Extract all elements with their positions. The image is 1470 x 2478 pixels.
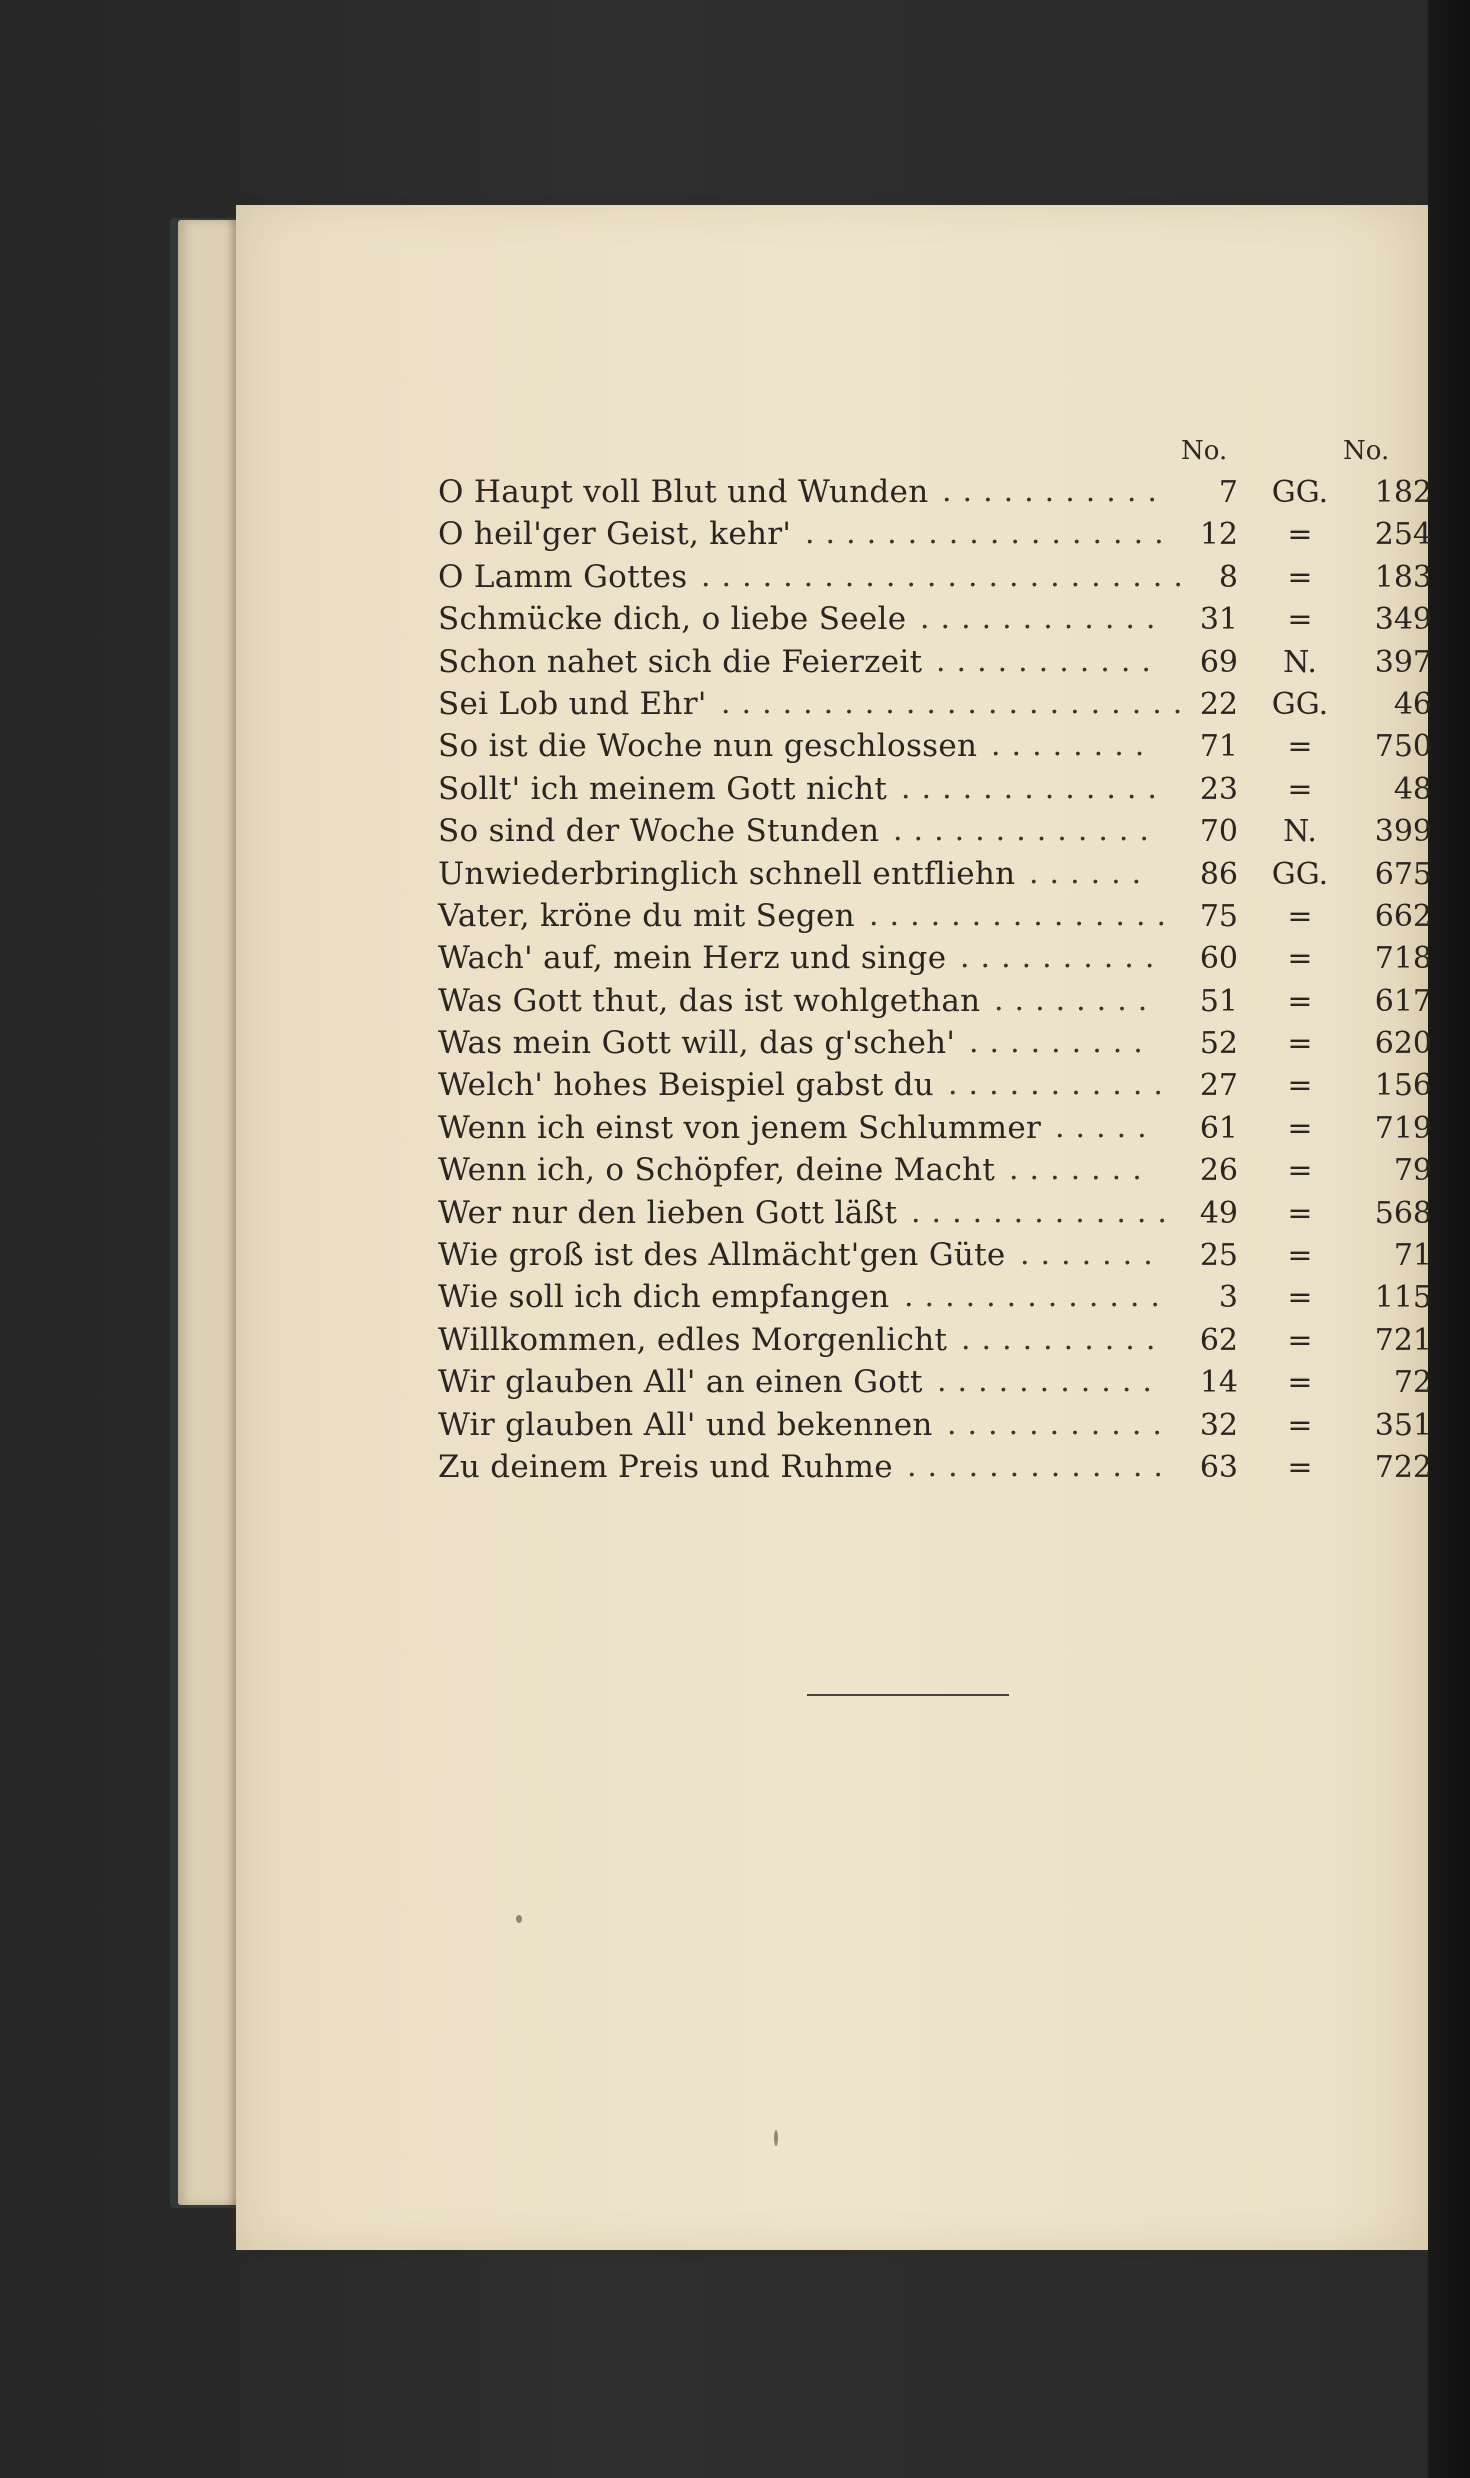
hymn-number: 27: [1199, 1068, 1238, 1104]
source-hymn-number: 79: [1393, 1153, 1432, 1189]
toc-entry: [438, 1025, 1432, 1067]
leader-dots: ............: [920, 601, 1167, 637]
source-hymn-number: 349: [1374, 602, 1432, 638]
hymn-number: 12: [1199, 517, 1238, 553]
leader-dots: ..........: [960, 940, 1166, 976]
toc-entry: [438, 897, 1432, 940]
source-abbreviation: GG.: [1271, 686, 1329, 722]
source-abbreviation: =: [1287, 1322, 1313, 1358]
hymn-number: 62: [1199, 1322, 1238, 1358]
source-abbreviation: =: [1287, 1238, 1313, 1274]
source-abbreviation: =: [1287, 898, 1313, 934]
toc-entry: [438, 855, 1432, 898]
source-abbreviation: =: [1287, 559, 1313, 595]
source-abbreviation: N.: [1283, 644, 1317, 680]
source-hymn-number: 721: [1374, 1322, 1432, 1358]
source-abbreviation: GG.: [1271, 475, 1329, 510]
leader-dots: ........: [994, 982, 1159, 1018]
toc-entry: [438, 1448, 1432, 1491]
source-abbreviation: =: [1287, 1026, 1313, 1062]
leader-dots: ...............: [869, 897, 1178, 933]
leader-dots: ...........: [948, 1067, 1174, 1103]
leader-dots: .............: [907, 1448, 1174, 1484]
table-of-contents: [438, 436, 1432, 1491]
toc-entry: [438, 770, 1432, 813]
hymn-title: Wir glauben All' an einen Gott: [438, 1364, 923, 1401]
hymn-number: 25: [1199, 1238, 1238, 1274]
leader-dots: ...........: [947, 1406, 1173, 1442]
leader-dots: .............: [893, 813, 1160, 849]
toc-entry: [438, 1364, 1432, 1406]
source-abbreviation: GG.: [1271, 856, 1329, 892]
source-hymn-number: 254: [1374, 517, 1432, 553]
source-abbreviation: =: [1287, 1365, 1313, 1401]
leader-dots: .......: [1009, 1152, 1153, 1188]
leader-dots: .............: [911, 1194, 1178, 1230]
source-hymn-number: 719: [1374, 1110, 1432, 1146]
hymn-title: Willkommen, edles Morgenlicht: [438, 1321, 948, 1358]
leader-dots: .............: [904, 1279, 1171, 1315]
source-abbreviation: =: [1287, 771, 1313, 807]
toc-entry: [438, 1279, 1432, 1321]
hymn-title: Sei Lob und Ehr': [438, 685, 707, 722]
hymn-number: 14: [1199, 1365, 1238, 1401]
leader-dots: ...........: [937, 1364, 1163, 1400]
toc-entry: [438, 940, 1432, 982]
toc-entry: [438, 728, 1432, 770]
toc-header: [438, 436, 1398, 474]
hymn-title: Wenn ich einst von jenem Schlummer: [438, 1109, 1042, 1146]
leader-dots: ........: [991, 728, 1156, 764]
toc-entry: [438, 1067, 1432, 1109]
source-hymn-number: 182: [1374, 475, 1432, 510]
hymn-number: 71: [1199, 729, 1238, 765]
source-abbreviation: =: [1287, 602, 1313, 638]
source-hymn-number: 115: [1374, 1280, 1432, 1316]
source-hymn-number: 675: [1374, 856, 1432, 892]
source-abbreviation: =: [1287, 1195, 1313, 1231]
source-hymn-number: 72: [1393, 1365, 1432, 1401]
source-hymn-number: 183: [1374, 559, 1432, 595]
hymn-title: Was mein Gott will, das g'scheh': [438, 1025, 956, 1062]
hymn-title: Sollt' ich meinem Gott nicht: [438, 770, 888, 807]
hymn-number: 26: [1199, 1153, 1238, 1189]
leader-dots: ...........: [936, 643, 1162, 679]
hymn-number: 23: [1199, 771, 1238, 807]
toc-entry: [438, 516, 1432, 558]
hymn-number: 60: [1199, 941, 1238, 977]
source-abbreviation: =: [1287, 1068, 1313, 1104]
leader-dots: ..........: [961, 1321, 1167, 1357]
leader-dots: .......: [1020, 1237, 1164, 1273]
leader-dots: .....: [1055, 1109, 1158, 1145]
hymn-number: 75: [1199, 898, 1238, 934]
source-abbreviation: =: [1287, 1449, 1313, 1485]
leader-dots: .......................: [721, 685, 1194, 721]
source-abbreviation: =: [1287, 941, 1313, 977]
hymn-title: Was Gott thut, das ist wohlgethan: [438, 982, 981, 1019]
toc-entry: [438, 813, 1432, 855]
hymn-title: Wach' auf, mein Herz und singe: [438, 940, 947, 977]
source-abbreviation: N.: [1283, 814, 1317, 850]
hymn-number: 63: [1199, 1449, 1238, 1485]
hymn-number: 69: [1199, 644, 1238, 680]
hymn-number: 49: [1199, 1195, 1238, 1231]
leader-dots: ..................: [805, 516, 1175, 552]
hymn-title: Vater, kröne du mit Segen: [438, 897, 855, 934]
hymn-title: O heil'ger Geist, kehr': [438, 516, 792, 553]
toc-entry: [438, 601, 1432, 643]
hymn-title: So sind der Woche Stunden: [438, 813, 880, 850]
paper-speck: [516, 1915, 522, 1923]
hymn-title: So ist die Woche nun geschlossen: [438, 728, 978, 765]
hymn-title: Wenn ich, o Schöpfer, deine Macht: [438, 1152, 996, 1189]
hymn-number: 61: [1199, 1110, 1238, 1146]
source-hymn-number: 71: [1393, 1238, 1432, 1274]
hymn-title: Schmücke dich, o liebe Seele: [438, 601, 907, 638]
leader-dots: .........: [969, 1025, 1154, 1061]
hymn-number: 70: [1199, 814, 1238, 850]
right-spine-shadow: [1428, 0, 1470, 2478]
leader-dots: ........................: [701, 558, 1194, 594]
source-hymn-number: 156: [1374, 1068, 1432, 1104]
hymn-title: Welch' hohes Beispiel gabst du: [438, 1067, 935, 1104]
source-abbreviation: =: [1287, 1110, 1313, 1146]
toc-entry: [438, 558, 1432, 601]
leader-dots: ...........: [942, 474, 1168, 509]
hymn-title: Wir glauben All' und bekennen: [438, 1406, 933, 1443]
source-abbreviation: =: [1287, 1153, 1313, 1189]
hymn-number: 51: [1199, 983, 1238, 1019]
source-hymn-number: 662: [1374, 898, 1432, 934]
source-hymn-number: 722: [1374, 1449, 1432, 1485]
hymn-number: 7: [1218, 475, 1238, 510]
source-hymn-number: 46: [1393, 686, 1432, 722]
source-abbreviation: =: [1287, 517, 1313, 553]
toc-entry: [438, 643, 1432, 686]
closing-rule: [807, 1694, 1009, 1696]
source-hymn-number: 48: [1393, 771, 1432, 807]
hymn-number: 52: [1199, 1026, 1238, 1062]
toc-entry: [438, 1194, 1432, 1237]
leader-dots: ......: [1029, 855, 1153, 891]
hymn-title: Wie groß ist des Allmächt'gen Güte: [438, 1237, 1006, 1274]
leader-dots: .............: [901, 770, 1168, 806]
source-hymn-number: 718: [1374, 941, 1432, 977]
source-hymn-number: 620: [1374, 1026, 1432, 1062]
hymn-title: O Lamm Gottes: [438, 558, 688, 595]
toc-entry: [438, 474, 1432, 516]
source-hymn-number: 397: [1374, 644, 1432, 680]
toc-entry: [438, 1152, 1432, 1194]
source-abbreviation: =: [1287, 729, 1313, 765]
hymn-title: O Haupt voll Blut und Wunden: [438, 474, 929, 510]
toc-rows: [438, 474, 1432, 1491]
toc-entry: [438, 1321, 1432, 1364]
source-hymn-number: 568: [1374, 1195, 1432, 1231]
source-abbreviation: =: [1287, 1280, 1313, 1316]
source-hymn-number: 750: [1374, 729, 1432, 765]
hymn-title: Schon nahet sich die Feierzeit: [438, 643, 923, 680]
toc-entry: [438, 1406, 1432, 1449]
column-header-no-second: No.: [1343, 436, 1390, 466]
source-hymn-number: 351: [1374, 1407, 1432, 1443]
hymn-number: 22: [1199, 686, 1238, 722]
toc-entry: [438, 685, 1432, 728]
source-abbreviation: =: [1287, 983, 1313, 1019]
column-header-no: No.: [1181, 436, 1228, 466]
hymn-number: 8: [1218, 559, 1238, 595]
hymn-title: Unwiederbringlich schnell entfliehn: [438, 855, 1016, 892]
source-abbreviation: =: [1287, 1407, 1313, 1443]
hymn-number: 31: [1199, 602, 1238, 638]
hymn-title: Wie soll ich dich empfangen: [438, 1279, 890, 1316]
source-hymn-number: 617: [1374, 983, 1432, 1019]
source-hymn-number: 399: [1374, 814, 1432, 850]
toc-entry: [438, 1109, 1432, 1152]
hymn-number: 3: [1218, 1280, 1238, 1316]
hymn-number: 86: [1199, 856, 1238, 892]
hymn-number: 32: [1199, 1407, 1238, 1443]
hymn-title: Wer nur den lieben Gott läßt: [438, 1194, 898, 1231]
hymn-title: Zu deinem Preis und Ruhme: [438, 1448, 893, 1485]
toc-entry: [438, 1237, 1432, 1279]
paper-speck: [774, 2130, 778, 2146]
toc-entry: [438, 982, 1432, 1025]
